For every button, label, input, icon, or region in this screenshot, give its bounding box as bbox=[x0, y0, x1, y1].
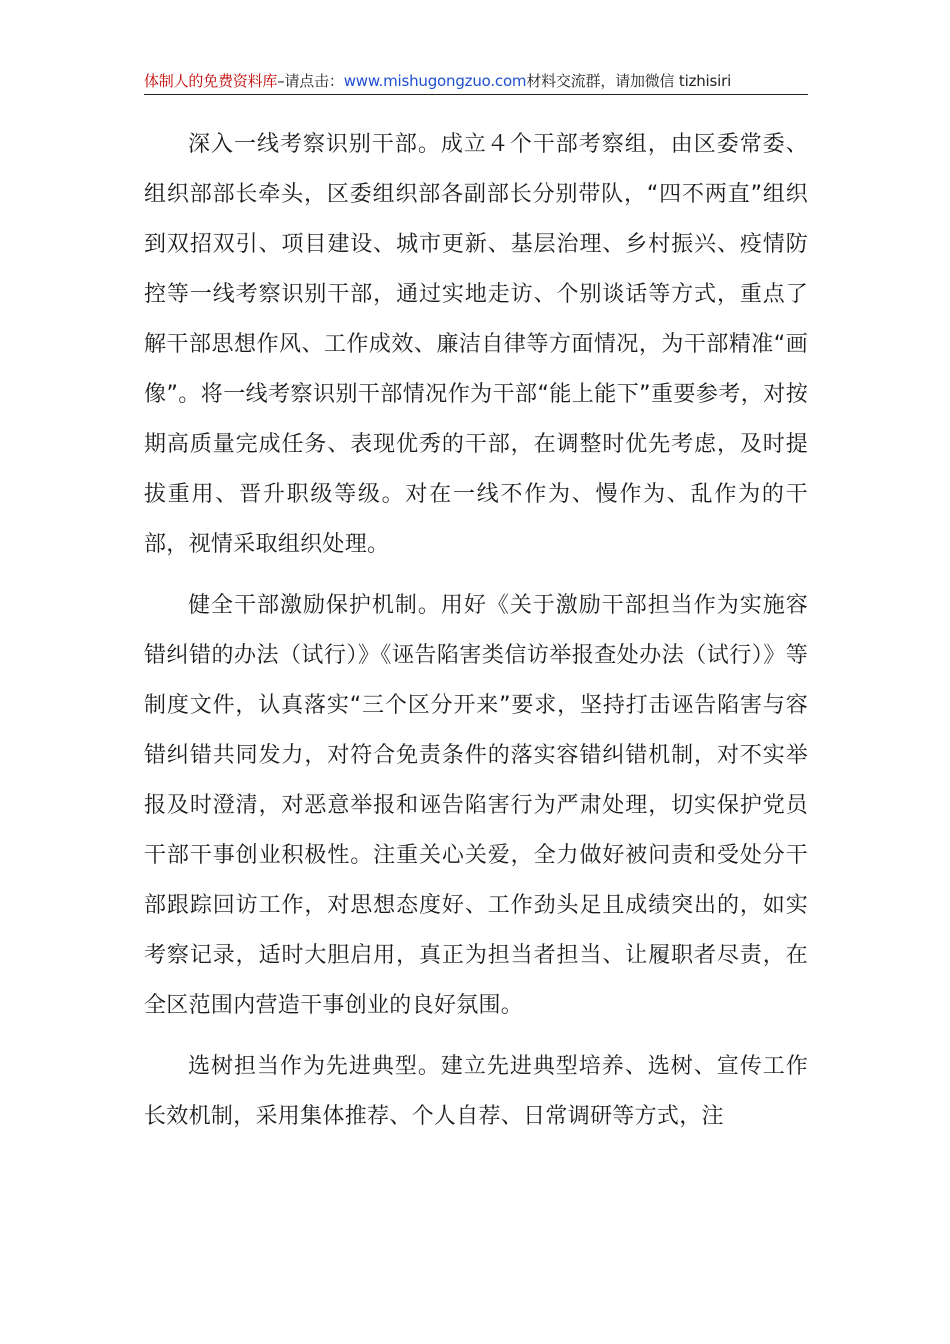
paragraph-frontline-inspection: 深入一线考察识别干部。成立４个干部考察组，由区委常委、组织部部长牵头，区委组织部各副部长分别带队，“四不两直”组织到双招双引、项目建设、城市更新、基层治理、乡村振兴、疫情防控等一线考察识别干部，通过实地走访、个别谈话等方式，重点了解干部思想作风、工作成效、廉洁自律等方面情况，为干部精准“画像”。将一线考察识别干部情况作为干部“能上能下”重要参考，对按期高质量完成任务、表现优秀的干部，在调整时优先考虑，及时提拔重用、晋升职级等级。对在一线不作为、慢作为、乱作为的干部，视情采取组织处理。 bbox=[144, 132, 808, 557]
paragraph-model-selection: 选树担当作为先进典型。建立先进典型培养、选树、宣传工作长效机制，采用集体推荐、个人自荐、日常调研等方式，注 bbox=[144, 1054, 808, 1129]
header-brand: 体制人的免费资料库 bbox=[144, 72, 278, 90]
header-url-link[interactable]: www.mishugongzuo.com bbox=[343, 72, 527, 90]
document-body bbox=[144, 120, 808, 1142]
header-click-prompt: –请点击： bbox=[277, 72, 344, 90]
paragraph-incentive-protection: 健全干部激励保护机制。用好《关于激励干部担当作为实施容错纠错的办法（试行）》《诬告陷害类信访举报查处办法（试行）》等制度文件，认真落实“三个区分开来”要求，坚持打击诬告陷害与容错纠错共同发力，对符合免责条件的落实容错纠错机制，对不实举报及时澄清，对恶意举报和诬告陷害行为严肃处理，切实保护党员干部干事创业积极性。注重关心关爱，全力做好被问责和受处分干部跟踪回访工作，对思想态度好、工作劲头足且成绩突出的，如实考察记录，适时大胆启用，真正为担当者担当、让履职者尽责，在全区范围内营造干事创业的良好氛围。 bbox=[144, 593, 808, 1018]
header-contact-text: 材料交流群，请加微信 tizhisiri bbox=[526, 72, 732, 90]
page-header bbox=[144, 68, 808, 95]
